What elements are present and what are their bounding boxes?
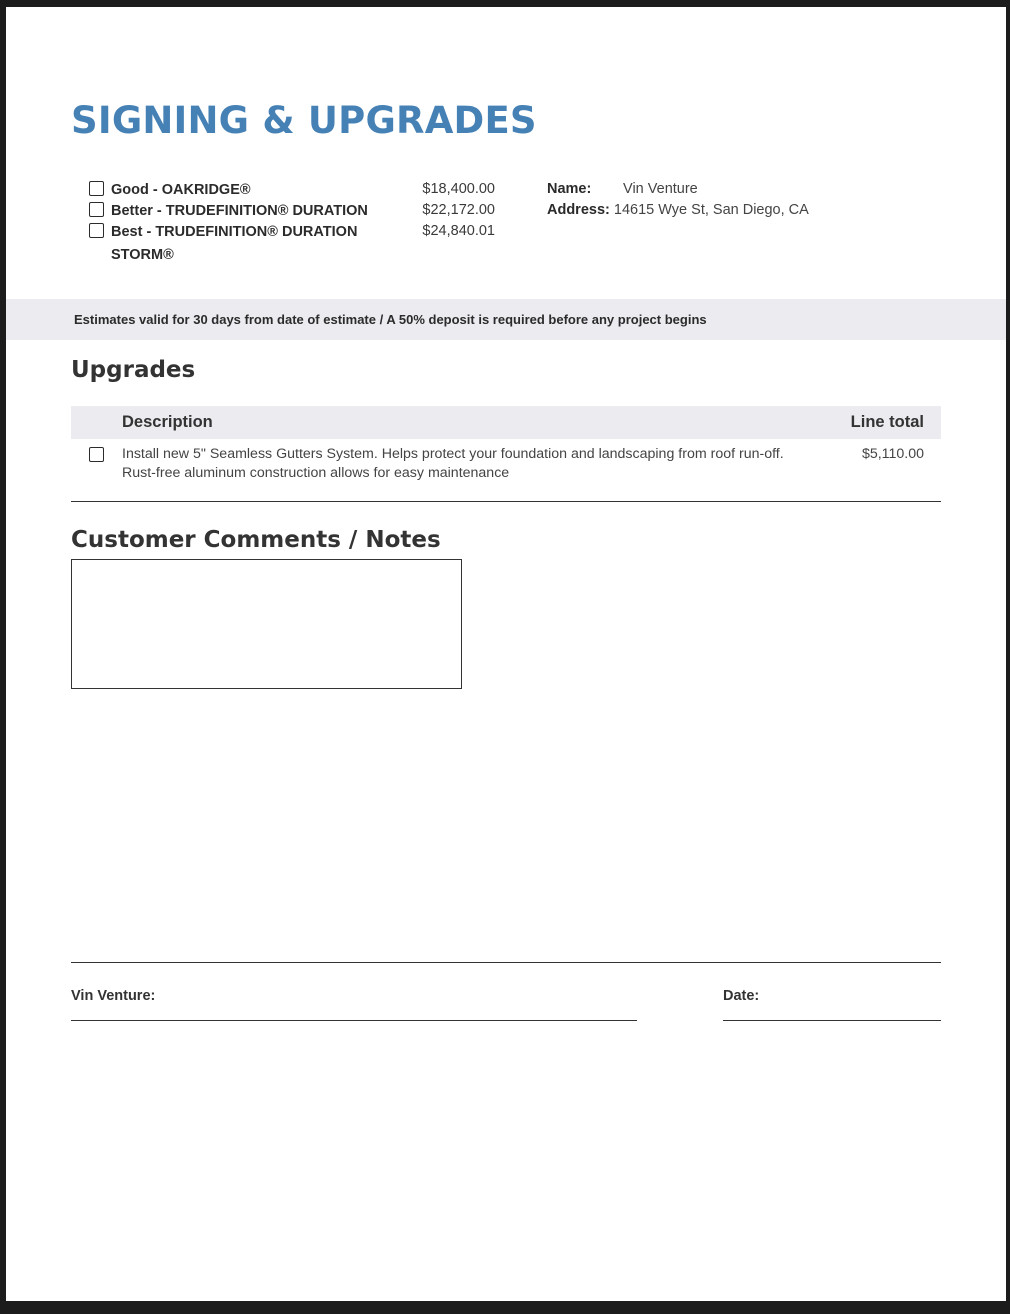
customer-name-row (547, 179, 809, 200)
comments-field[interactable] (71, 559, 462, 689)
option-price: $24,840.01 (422, 223, 495, 239)
signer-label: Vin Venture: (71, 988, 156, 1004)
upgrade-line-total: $5,110.00 (861, 446, 924, 462)
estimate-notice-banner (6, 299, 1006, 340)
line-total-column-header: Line total (850, 413, 924, 431)
option-label: Better - TRUDEFINITION® DURATION (111, 203, 368, 219)
option-label: Good - OAKRIDGE® (111, 182, 251, 198)
option-good[interactable] (89, 179, 509, 200)
option-best[interactable] (89, 221, 509, 265)
customer-address: 14615 Wye St, San Diego, CA (613, 202, 809, 218)
signature-line[interactable] (71, 1020, 637, 1021)
customer-name: Vin Venture (623, 181, 698, 197)
estimate-notice-text: Estimates valid for 30 days from date of estimate / A 50% deposit is required before any project begins (74, 312, 707, 327)
upgrades-heading: Upgrades (71, 357, 196, 383)
upgrade-description: Install new 5" Seamless Gutters System. Helps protect your foundation and landscaping from roof run-off. Rust-free aluminum construction allows for easy maintenance (122, 446, 784, 481)
divider (71, 962, 941, 963)
package-options (89, 179, 509, 265)
table-row[interactable] (71, 443, 941, 499)
description-column-header: Description (122, 413, 213, 431)
upgrade-checkbox[interactable] (89, 447, 104, 462)
comments-heading: Customer Comments / Notes (71, 527, 441, 553)
date-line[interactable] (723, 1020, 941, 1021)
option-good-checkbox[interactable] (89, 181, 104, 196)
option-best-checkbox[interactable] (89, 223, 104, 238)
name-label: Name: (547, 181, 592, 197)
option-price: $22,172.00 (422, 202, 495, 218)
upgrades-table-header (71, 406, 941, 439)
option-better-checkbox[interactable] (89, 202, 104, 217)
page-title: SIGNING & UPGRADES (71, 99, 537, 142)
option-better[interactable] (89, 200, 509, 221)
date-label: Date: (723, 988, 760, 1004)
option-price: $18,400.00 (422, 181, 495, 197)
customer-info (547, 179, 809, 221)
customer-address-row (547, 200, 809, 221)
document-page (6, 7, 1006, 1301)
address-label: Address: (547, 202, 610, 218)
divider (71, 501, 941, 502)
option-label: Best - TRUDEFINITION® DURATION STORM® (111, 224, 358, 263)
